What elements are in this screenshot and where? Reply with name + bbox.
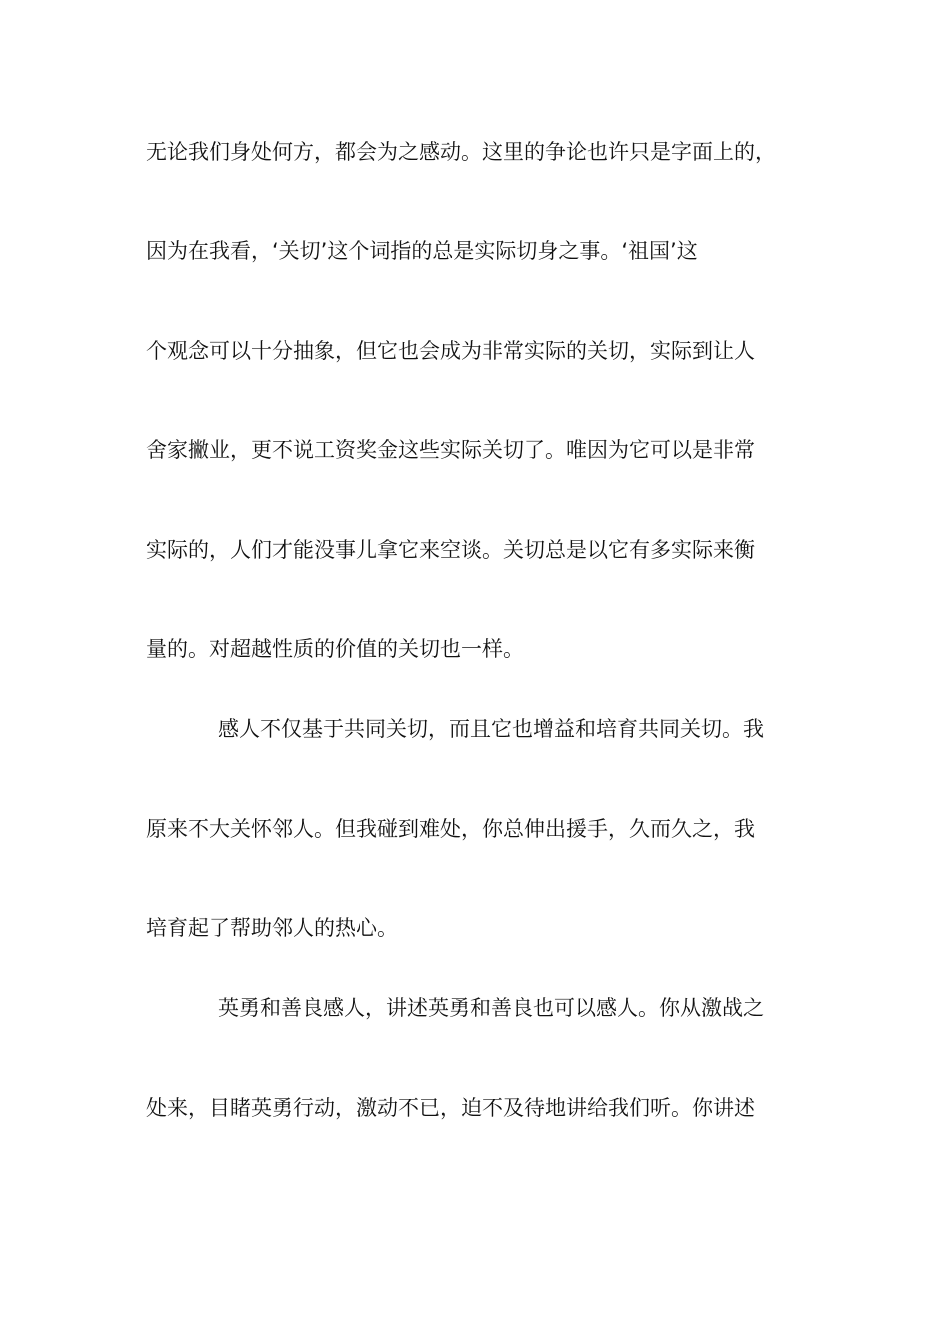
paragraph-first-line: 感人不仅基于共同关切，而且它也增益和培育共同关切。我 [218,717,764,741]
text-line: 量的。对超越性质的价值的关切也一样。 [146,637,524,661]
paragraph-first-line: 英勇和善良感人，讲述英勇和善良也可以感人。你从激战之 [218,996,764,1020]
text-line: 处来，目睹英勇行动，激动不已，迫不及待地讲给我们听。你讲述 [146,1096,755,1120]
text-line: 舍家撇业，更不说工资奖金这些实际关切了。唯因为它可以是非常 [146,438,755,462]
text-line: 因为在我看，‘关切’这个词指的总是实际切身之事。‘祖国’这 [146,239,698,263]
text-line: 实际的，人们才能没事儿拿它来空谈。关切总是以它有多实际来衡 [146,538,755,562]
text-line: 培育起了帮助邻人的热心。 [146,916,398,940]
text-line: 无论我们身处何方，都会为之感动。这里的争论也许只是字面上的， [146,140,776,164]
text-line: 原来不大关怀邻人。但我碰到难处，你总伸出援手，久而久之，我 [146,817,755,841]
text-line: 个观念可以十分抽象，但它也会成为非常实际的关切，实际到让人 [146,339,755,363]
